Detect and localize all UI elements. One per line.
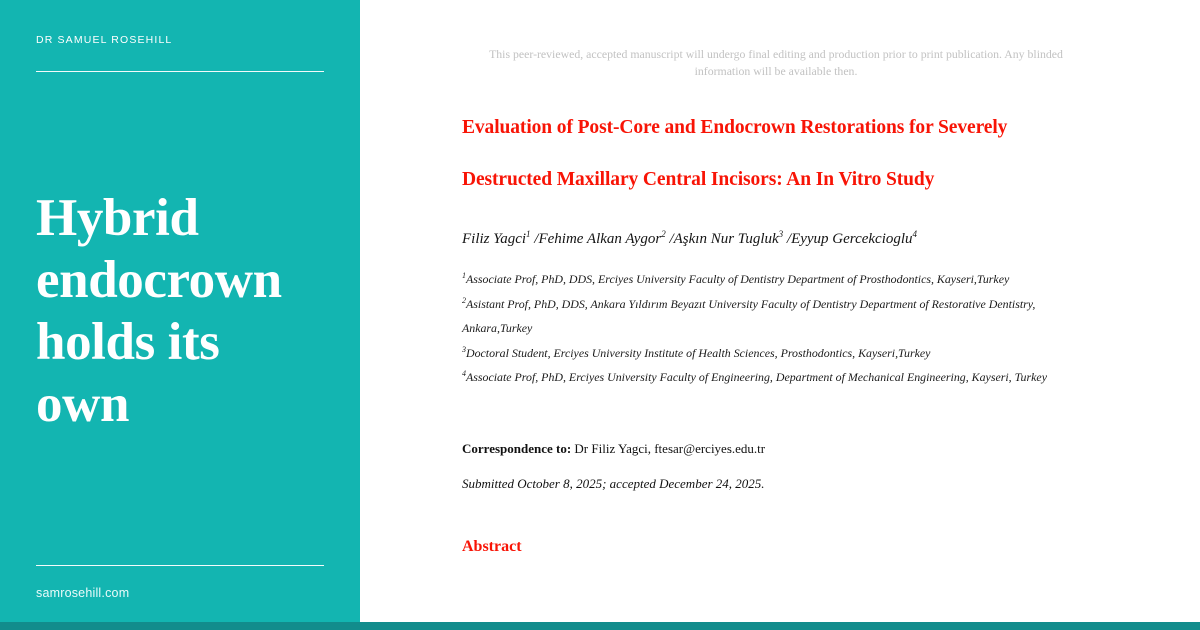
submission-dates: Submitted October 8, 2025; accepted December 24, 2025. [462,476,765,492]
author-affiliation-marker: 4 [912,228,918,239]
affiliation-marker: 3 [462,344,466,354]
author-list [462,230,1090,250]
affiliation-item [462,292,1090,341]
author-name: /Fehime Alkan Aygor [534,230,662,247]
document-preview [360,0,1200,630]
manuscript-disclaimer: This peer-reviewed, accepted manuscript will undergo final editing and production prior to print publication. Any blinded information will be available then. [489,47,1063,79]
affiliation-text: Associate Prof, PhD, Erciyes University Faculty of Engineering, Department of Mechanical Engineering, Kayseri, Turkey [466,370,1047,385]
affiliation-list [462,267,1090,390]
author-affiliation-marker: 3 [778,228,784,239]
affiliation-marker: 4 [462,369,466,379]
headline-text: Hybrid endocrown holds its own [36,189,282,434]
affiliation-item [462,267,1090,292]
abstract-heading: Abstract [462,538,522,556]
author-name: /Eyyup Gercekcioglu [786,230,913,247]
affiliation-marker: 2 [462,295,466,305]
author-affiliation-marker: 2 [661,228,666,239]
affiliation-text: Asistant Prof, PhD, DDS, Ankara Yıldırım Beyazıt University Faculty of Dentistry Department of Restorative Dentistry, Ankara,Turkey [462,296,1036,336]
correspondence-label: Correspondence to: [462,440,572,456]
affiliation-text: Associate Prof, PhD, DDS, Erciyes University Faculty of Dentistry Department of Prosthodontics, Kayseri,Turkey [466,272,1010,287]
author-affiliation-marker: 1 [526,228,531,239]
correspondence-line [462,440,1090,458]
affiliation-item [462,365,1090,390]
correspondence-value[interactable]: Dr Filiz Yagci, ftesar@erciyes.edu.tr [574,440,766,456]
affiliation-item [462,341,1090,366]
affiliation-text: Doctoral Student, Erciyes University Institute of Health Sciences, Prosthodontics, Kayseri,Turkey [466,345,931,360]
author-entry [669,228,784,247]
brand-name: DR SAMUEL ROSEHILL [36,34,173,46]
headline-container [36,58,324,565]
website-url[interactable]: samrosehill.com [36,586,130,600]
sidebar-bottom-divider [36,565,324,566]
author-entry [786,228,918,247]
affiliation-marker: 1 [462,271,466,281]
sidebar-top-divider [36,71,324,72]
author-entry [462,228,531,247]
paper-title: Evaluation of Post-Core and Endocrown Restorations for Severely Destructed Maxillary Central Incisors: An In Vitro Study [462,117,1008,191]
branding-sidebar [0,0,360,630]
author-name: /Aşkın Nur Tugluk [669,230,779,247]
author-entry [534,228,666,247]
bottom-accent-bar [0,622,1200,630]
author-name: Filiz Yagci [462,230,527,247]
sidebar-footer [36,565,324,600]
